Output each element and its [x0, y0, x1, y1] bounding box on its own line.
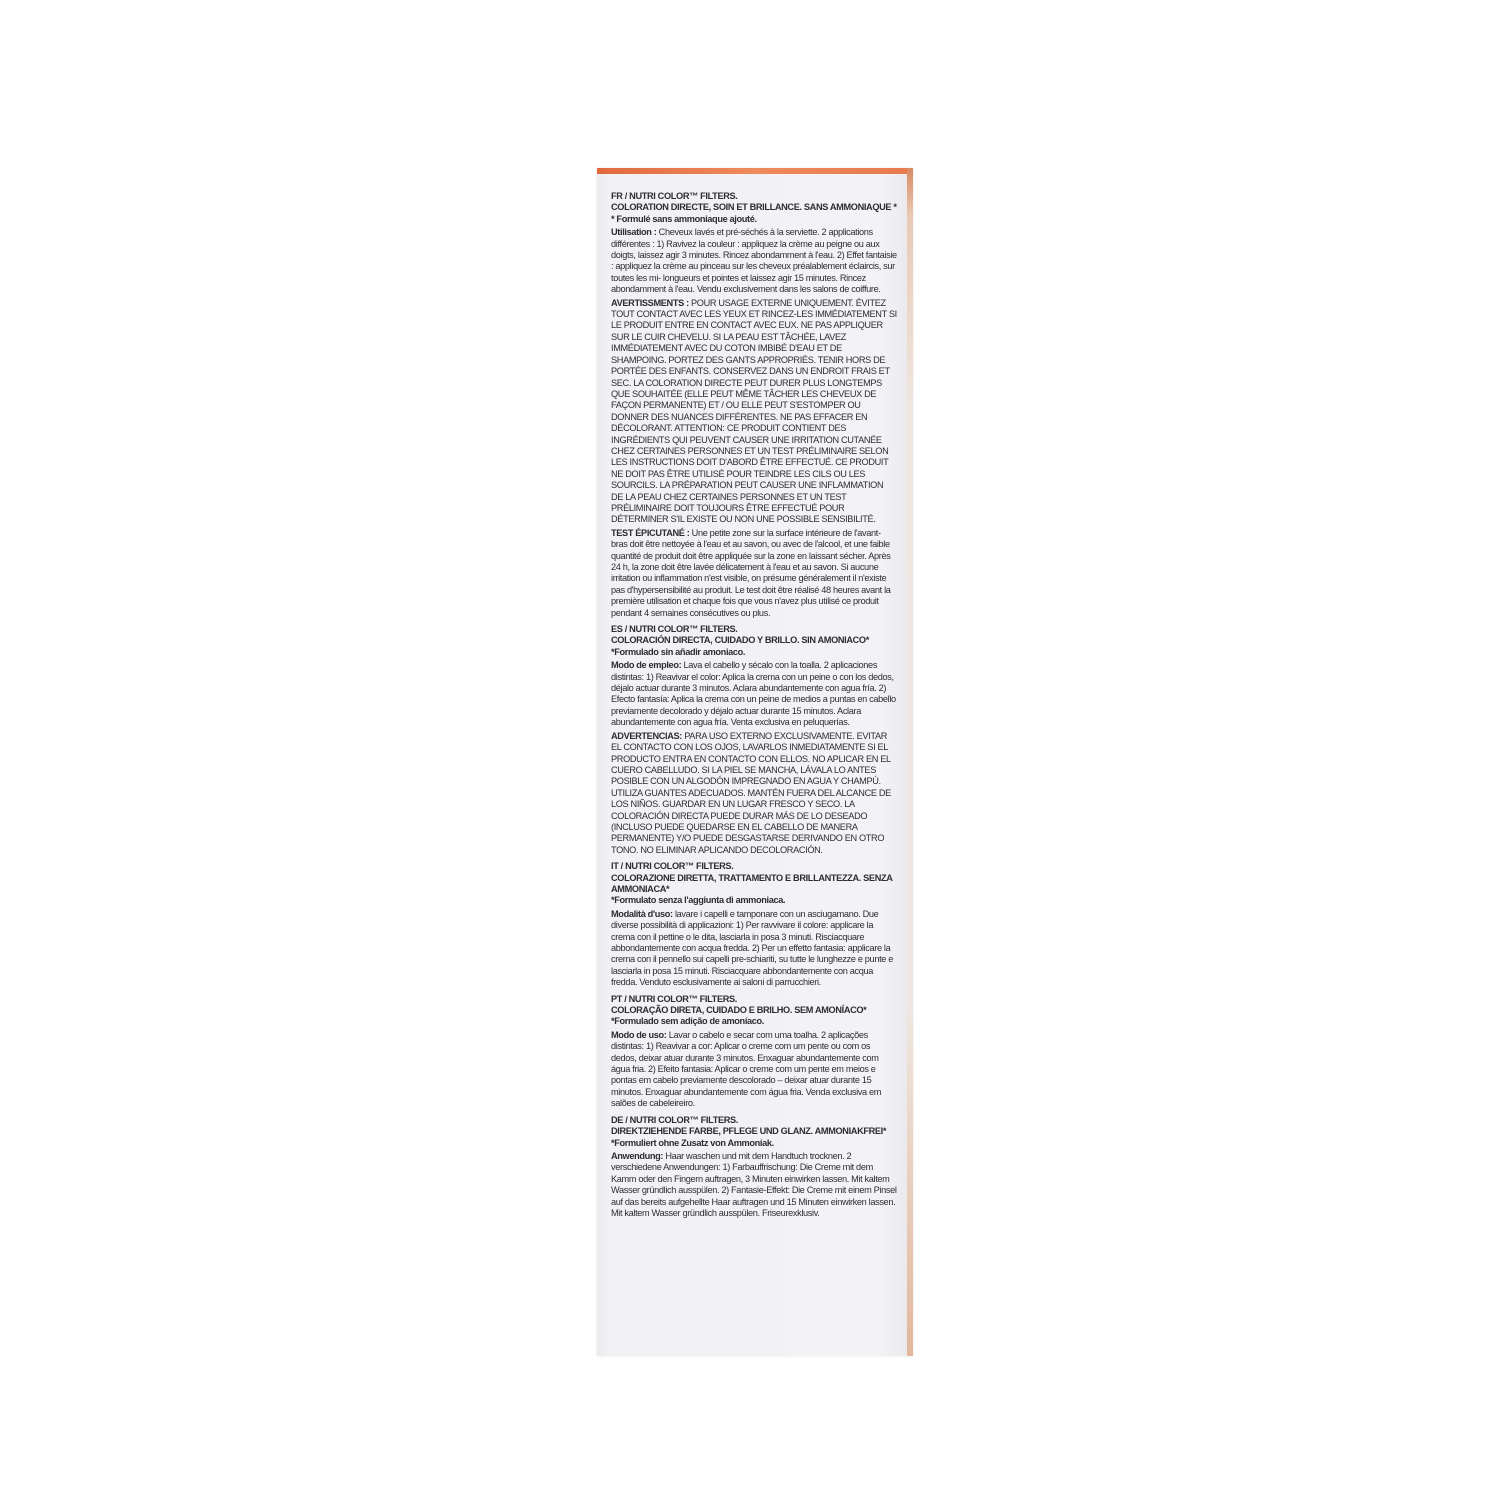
warnings-text: POUR USAGE EXTERNE UNIQUEMENT. ÉVITEZ TOUT CONTACT AVEC LES YEUX ET RINCEZ-LES IMMÉDIATEMENT SI LE PRODUIT ENTRE EN CONTACT AVEC EUX. NE PAS APPLIQUER SUR LE CUIR CHEVELU. SI LA PEAU EST TÂCHÉE, LAVEZ IMMÉDIATEMENT AVEC DU COTON IMBIBÉ D'EAU ET DE SHAMPOING. PORTEZ DES GANTS APPROPRIÉS. TENIR HORS DE PORTÉE DES ENFANTS. CONSERVEZ DANS UN ENDROIT FRAIS ET SEC. LA COLORATION DIRECTE PEUT DURER PLUS LONGTEMPS QUE SOUHAITÉE (ELLE PEUT MÊME TÂCHER LES CHEVEUX DE FAÇON PERMANENTE) ET / OU ELLE PEUT S'ESTOMPER OU DONNER DES NUANCES DIFFÉRENTES. NE PAS EFFACER EN DÉCOLORANT. ATTENTION: CE PRODUIT CONTIENT DES INGRÉDIENTS QUI PEUVENT CAUSER UNE IRRITATION CUTANÉE CHEZ CERTAINES PERSONNES ET UN TEST PRÉLIMINAIRE SELON LES INSTRUCTIONS DOIT D'ABORD ÊTRE EFFECTUÉ. CE PRODUIT NE DOIT PAS ÊTRE UTILISÉ POUR TEINDRE LES CILS OU LES SOURCILS. LA PRÉPARATION PEUT CAUSER UNE INFLAMMATION DE LA PEAU CHEZ CERTAINES PERSONNES ET UN TEST PRÉLIMINAIRE DOIT TOUJOURS ÊTRE EFFECTUÉ POUR DÉTERMINER S'IL EXISTE OU NON UNE POSSIBLE SENSIBILITÉ.	[611, 297, 897, 525]
section-pt	[611, 994, 897, 1110]
section-es	[611, 624, 897, 856]
usage-label: Modalità d'uso:	[611, 908, 673, 919]
section-de	[611, 1115, 897, 1220]
section-subtitle: COLORAZIONE DIRETTA, TRATTAMENTO E BRILLANTEZZA. SENZA AMMONIACA*	[611, 872, 893, 894]
usage-paragraph	[611, 227, 897, 295]
usage-text: lavare i capelli e tamponare con un asciugamano. Due diverse possibilità di applicazioni: 1) Per ravvivare il colore: applicare la crema con il pettine o le dita, lasciarla in posa 3 minuti. Risciacquare abbondantemente con acqua fredda. 2) Per un effetto fantasia: applicare la crema con il pennello sui capelli pre-schiariti, su tutte le lunghezze e punte e lasciarla in posa 15 minuti. Risciacquare abbondantemente con acqua fredda. Venduto esclusivamente ai saloni di parrucchieri.	[611, 908, 893, 988]
section-title: FR / NUTRI COLOR™ FILTERS.	[611, 191, 738, 201]
section-subtitle: DIREKTZIEHENDE FARBE, PFLEGE UND GLANZ. AMMONIAKFREI*	[611, 1126, 887, 1137]
section-it	[611, 861, 897, 988]
section-title: ES / NUTRI COLOR™ FILTERS.	[611, 624, 738, 635]
warnings-label: ADVERTENCIAS:	[611, 730, 682, 741]
warnings-label: AVERTISSMENTS :	[611, 297, 689, 308]
warnings-paragraph	[611, 731, 897, 856]
usage-text: Lavar o cabelo e secar com uma toalha. 2 aplicações distintas: 1) Reavivar a cor: Aplicar o creme com um pente ou com os dedos, deixar atuar durante 3 minutos. Enxaguar abundantemente com água fria. 2) Efeito fantasia: Aplicar o creme com um pente em meios e pontas em cabelo previamente descolorado – deixar atuar durante 15 minutos. Enxaguar abundantemente com água fria. Venda exclusiva em salões de cabeleireiro.	[611, 1029, 882, 1109]
usage-paragraph	[611, 1151, 897, 1219]
section-subtitle: COLORATION DIRECTE, SOIN ET BRILLANCE. SANS AMMONIAQUE *	[611, 202, 897, 213]
section-subtitle: COLORACIÓN DIRECTA, CUIDADO Y BRILLO. SIN AMONIACO*	[611, 635, 869, 646]
usage-text: Haar waschen und mit dem Handtuch trocknen. 2 verschiedene Anwendungen: 1) Farbauffrischung: Die Creme mit dem Kamm oder den Fingern auftragen, 3 Minuten einwirken lassen. Mit kaltem Wasser gründlich ausspülen. 2) Fantasie-Effekt: Die Creme mit einem Pinsel auf das bereits aufgehellte Haar auftragen und 15 Minuten einwirken lassen. Mit kaltem Wasser gründlich ausspülen. Friseurexklusiv.	[611, 1150, 897, 1218]
section-title: DE / NUTRI COLOR™ FILTERS.	[611, 1114, 739, 1125]
patch-test-paragraph	[611, 528, 897, 619]
usage-text: Cheveux lavés et pré-séchés à la serviette. 2 applications différentes : 1) Ravivez la couleur : appliquez la crème au peigne ou aux doigts, laissez agir 3 minutes. Rincez abondamment à l'eau. 2) Effet fantaisie : appliquez la crème au pinceau sur les cheveux préalablement éclaircis, sur toutes les mi- longueurs et pointes et laissez agir 15 minutes. Rincez abondamment à l'eau. Vendu exclusivement dans les salons de coiffure.	[611, 227, 897, 295]
section-title: IT / NUTRI COLOR™ FILTERS.	[611, 861, 734, 872]
usage-label: Anwendung:	[611, 1150, 664, 1161]
section-note: * Formulé sans ammoniaque ajouté.	[611, 213, 757, 224]
usage-label: Utilisation :	[611, 227, 657, 238]
usage-label: Modo de uso:	[611, 1029, 667, 1040]
box-right-fold-edge	[907, 168, 913, 1356]
warnings-paragraph	[611, 298, 897, 526]
section-note: *Formulado sem adição de amoníaco.	[611, 1016, 765, 1027]
section-note: *Formuliert ohne Zusatz von Ammoniak.	[611, 1137, 774, 1148]
section-subtitle: COLORAÇÃO DIRETA, CUIDADO E BRILHO. SEM AMONÍACO*	[611, 1005, 867, 1016]
section-title: PT / NUTRI COLOR™ FILTERS.	[611, 993, 737, 1004]
usage-paragraph	[611, 909, 897, 989]
warnings-text: PARA USO EXTERNO EXCLUSIVAMENTE. EVITAR EL CONTACTO CON LOS OJOS, LAVARLOS INMEDIATAMENTE SI EL PRODUCTO ENTRA EN CONTACTO CON ELLOS. NO APLICAR EN EL CUERO CABELLUDO. SI LA PIEL SE MANCHA, LÁVALA LO ANTES POSIBLE CON UN ALGODÓN IMPREGNADO EN AGUA Y CHAMPÚ. UTILIZA GUANTES ADECUADOS. MANTÉN FUERA DEL ALCANCE DE LOS NIÑOS. GUARDAR EN UN LUGAR FRESCO Y SECO. LA COLORACIÓN DIRECTA PUEDE DURAR MÁS DE LO DESEADO (INCLUSO PUEDE QUEDARSE EN EL CABELLO DE MANERA PERMANENTE) Y/O PUEDE DESGASTARSE DERIVANDO EN OTRO TONO. NO ELIMINAR APLICANDO DECOLORACIÓN.	[611, 730, 891, 855]
usage-text: Lava el cabello y sécalo con la toalla. 2 aplicaciones distintas: 1) Reavivar el color: Aplica la crema con un peine o con los dedos, déjalo actuar durante 3 minutos. Aclara abundantemente con agua fría. 2) Efecto fantasía: Aplica la crema con un peine de medios a puntas en cabello previamente decolorado y déjalo actuar durante 15 minutos. Aclara abundantemente con agua fría. Venta exclusiva en peluquerías.	[611, 660, 896, 728]
box-top-orange-edge	[597, 168, 913, 174]
usage-paragraph	[611, 660, 897, 728]
patch-test-label: TEST ÉPICUTANÉ :	[611, 527, 690, 538]
patch-test-text: Une petite zone sur la surface intérieure de l'avant-bras doit être nettoyée à l'eau et au savon, ou avec de l'alcool, et une faible quantité de produit doit être appliquée sur la zone en laissant sécher. Après 24 h, la zone doit être lavée délicatement à l'eau et au savon. Si aucune irritation ou inflammation n'est visible, on présume généralement il n'existe pas d'hypersensibilité au produit. Le test doit être réalisé 48 heures avant la première utilisation et chaque fois que vous n'avez plus utilisé ce produit pendant 4 semaines consécutives ou plus.	[611, 527, 891, 618]
usage-paragraph	[611, 1030, 897, 1110]
usage-label: Modo de empleo:	[611, 660, 682, 671]
section-note: *Formulato senza l'aggiunta di ammoniaca.	[611, 895, 786, 906]
instructions-text-column	[611, 191, 897, 1224]
product-box-side-panel	[597, 168, 913, 1356]
section-note: *Formulado sin añadir amoniaco.	[611, 646, 746, 657]
section-fr	[611, 191, 897, 619]
